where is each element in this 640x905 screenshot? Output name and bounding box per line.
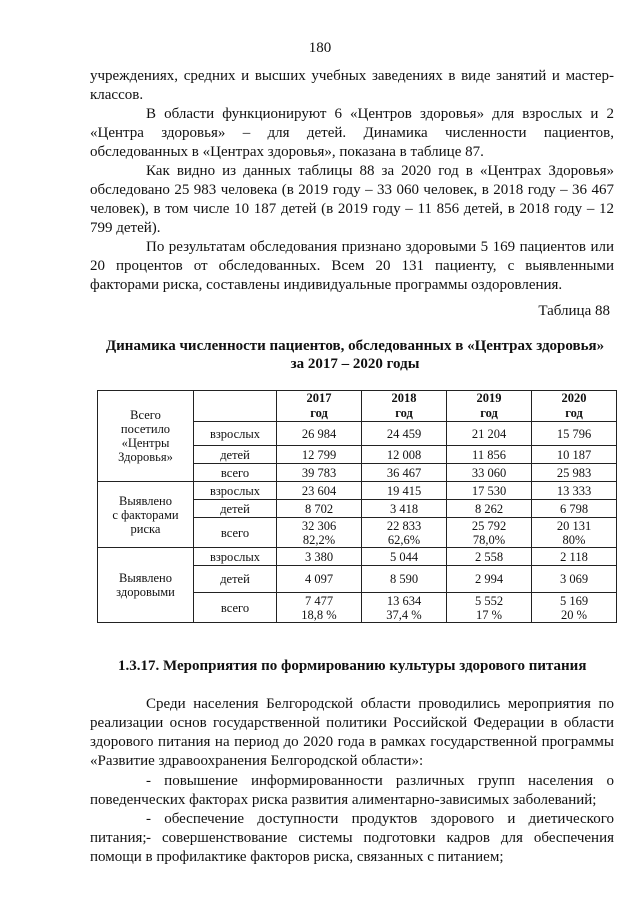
cell-text: 33 060 <box>471 465 507 480</box>
value-cell <box>362 500 447 518</box>
cell-text: Выявлено <box>119 493 172 508</box>
cell-text: 17 % <box>475 607 503 622</box>
cell-text: 17 530 <box>471 483 507 498</box>
cell-text: Выявлено <box>119 571 172 585</box>
value-cell <box>362 566 447 593</box>
cell-text: 3 418 <box>389 501 419 516</box>
row-sublabel: всего <box>194 518 277 548</box>
group-label <box>98 391 194 482</box>
bullet-availability: - обеспечение доступности продуктов здорового и диетического питания; <box>90 811 614 846</box>
cell-text: 2 558 <box>474 549 504 564</box>
cell-text: 15 796 <box>556 426 592 441</box>
cell-text: Всего <box>130 408 161 422</box>
cell-text: 5 044 <box>389 549 419 564</box>
row-sublabel: детей <box>194 566 277 593</box>
cell-text: риска <box>130 521 161 536</box>
value-cell <box>277 482 362 500</box>
bullet-training: - совершенствование системы подготовки кадров для обеспечения помощи в профилактике факторов риска, связанных с питанием; <box>90 830 614 865</box>
cell-text: 26 984 <box>301 426 337 441</box>
paragraph-results: По результатам обследования признано здоровыми 5 169 пациентов или 20 процентов от обследованных. Всем 20 131 пациенту, с выявленными факторами риска, составлены индивидуальные программы оздоровления. <box>90 239 614 293</box>
paragraph-continuation: учреждениях, средних и высших учебных заведениях в виде занятий и мастер-классов. <box>90 68 614 103</box>
cell-text: 2019 <box>476 391 502 405</box>
table-row <box>98 482 617 500</box>
cell-text: год <box>395 406 413 420</box>
group-label <box>98 482 194 548</box>
cell-text: 21 204 <box>471 426 507 441</box>
value-cell <box>447 464 532 482</box>
cell-text: 78,0% <box>472 532 506 547</box>
cell-text: 22 833 <box>386 518 422 533</box>
row-sublabel: детей <box>194 446 277 464</box>
cell-text: 20 131 <box>556 518 592 533</box>
cell-text: 13 634 <box>386 593 422 608</box>
cell-text: «Центры <box>121 436 170 450</box>
year-header <box>532 391 617 422</box>
value-cell <box>277 548 362 566</box>
value-cell <box>362 464 447 482</box>
cell-text: 5 552 <box>474 593 504 608</box>
cell-text: 19 415 <box>386 483 422 498</box>
year-header <box>447 391 532 422</box>
cell-text: 3 380 <box>304 549 334 564</box>
row-sublabel: детей <box>194 500 277 518</box>
cell-text: 25 983 <box>556 465 592 480</box>
value-cell <box>532 446 617 464</box>
cell-text: 39 783 <box>301 465 337 480</box>
cell-text: 36 467 <box>386 465 422 480</box>
row-sublabel: взрослых <box>194 482 277 500</box>
page-number: 180 <box>308 40 332 56</box>
cell-text: 10 187 <box>556 447 592 462</box>
group-label <box>98 548 194 623</box>
year-header <box>277 391 362 422</box>
cell-text: здоровыми <box>116 585 175 599</box>
value-cell <box>277 500 362 518</box>
row-sublabel: всего <box>194 593 277 623</box>
value-cell <box>532 464 617 482</box>
patients-table <box>97 390 617 623</box>
cell-text: 37,4 % <box>386 607 422 622</box>
value-cell <box>532 566 617 593</box>
paragraph-nutrition: Среди населения Белгородской области проводились мероприятия по реализации основ государственной политики Российской Федерации в области здорового питания на период до 2020 года в рамках государственной программы «Развитие здравоохранения Белгородской области»: <box>90 696 614 769</box>
cell-text: год <box>310 406 328 420</box>
value-cell <box>447 446 532 464</box>
cell-text: 82,2% <box>302 532 336 547</box>
cell-text: 24 459 <box>386 426 422 441</box>
cell-text: Здоровья» <box>118 450 173 464</box>
value-cell <box>447 422 532 446</box>
table-title-line2: за 2017 – 2020 годы <box>290 356 420 372</box>
value-cell <box>447 482 532 500</box>
value-cell <box>447 518 532 548</box>
value-cell <box>532 422 617 446</box>
cell-text: 3 069 <box>559 572 589 586</box>
cell-text: 2017 <box>306 391 332 405</box>
cell-text: 2 994 <box>474 572 504 586</box>
row-sublabel: взрослых <box>194 422 277 446</box>
cell-text: 8 590 <box>389 572 419 586</box>
table-caption: Таблица 88 <box>538 303 610 319</box>
cell-text: 6 798 <box>559 501 589 516</box>
cell-text: 7 477 <box>304 593 334 608</box>
cell-text: 32 306 <box>301 518 337 533</box>
cell-text: 12 799 <box>301 447 337 462</box>
value-cell <box>362 446 447 464</box>
bullet-awareness: - повышение информированности различных групп населения о поведенческих факторах риска развития алиментарно-зависимых заболеваний; <box>90 773 614 808</box>
cell-text: 20 % <box>560 607 588 622</box>
cell-text: 13 333 <box>556 483 592 498</box>
section-heading: 1.3.17. Мероприятия по формированию культуры здорового питания <box>118 658 587 674</box>
value-cell <box>362 422 447 446</box>
paragraph-table-summary: Как видно из данных таблицы 88 за 2020 год в «Центрах Здоровья» обследовано 25 983 человека (в 2019 году – 33 060 человек, в 2018 году – 36 467 человек), в том числе 10 187 детей (в 2019 году – 11 856 детей, в 2018 году – 12 799 детей). <box>90 163 614 236</box>
value-cell <box>362 518 447 548</box>
table-header-row <box>98 391 617 422</box>
value-cell <box>532 593 617 623</box>
value-cell <box>447 548 532 566</box>
row-sublabel: взрослых <box>194 548 277 566</box>
cell-text: 8 262 <box>474 501 504 516</box>
cell-text: 12 008 <box>386 447 422 462</box>
value-cell <box>447 566 532 593</box>
value-cell <box>447 500 532 518</box>
value-cell <box>277 593 362 623</box>
cell-text: 2 118 <box>560 549 588 564</box>
value-cell <box>362 548 447 566</box>
cell-text: 11 856 <box>472 447 506 462</box>
value-cell <box>447 593 532 623</box>
cell-text: 4 097 <box>304 572 334 586</box>
cell-text: 25 792 <box>471 518 507 533</box>
value-cell <box>362 593 447 623</box>
cell-text: 62,6% <box>387 532 421 547</box>
paragraph-centers: В области функционируют 6 «Центров здоровья» для взрослых и 2 «Центра здоровья» – для детей. Динамика численности пациентов, обследованных в «Центрах здоровья», показана в таблице 87. <box>90 106 614 160</box>
cell-text: 23 604 <box>301 483 337 498</box>
year-header <box>362 391 447 422</box>
cell-text: год <box>565 406 583 420</box>
patients-table-body <box>98 391 617 623</box>
value-cell <box>532 518 617 548</box>
value-cell <box>532 548 617 566</box>
cell-text: 2020 <box>561 391 587 405</box>
cell-text: 18,8 % <box>301 607 337 622</box>
table-title <box>90 337 620 373</box>
cell-text: с факторами <box>112 507 179 522</box>
header-empty <box>194 391 277 422</box>
value-cell <box>277 464 362 482</box>
table-row <box>98 548 617 566</box>
value-cell <box>362 482 447 500</box>
value-cell <box>532 500 617 518</box>
cell-text: год <box>480 406 498 420</box>
cell-text: 8 702 <box>304 501 334 516</box>
table-title-line1: Динамика численности пациентов, обследованных в «Центрах здоровья» <box>105 338 605 354</box>
value-cell <box>277 422 362 446</box>
value-cell <box>277 566 362 593</box>
value-cell <box>277 446 362 464</box>
cell-text: 80% <box>562 532 586 547</box>
cell-text: 5 169 <box>559 593 589 608</box>
cell-text: 2018 <box>391 391 417 405</box>
cell-text: посетило <box>120 422 171 436</box>
value-cell <box>277 518 362 548</box>
row-sublabel: всего <box>194 464 277 482</box>
value-cell <box>532 482 617 500</box>
